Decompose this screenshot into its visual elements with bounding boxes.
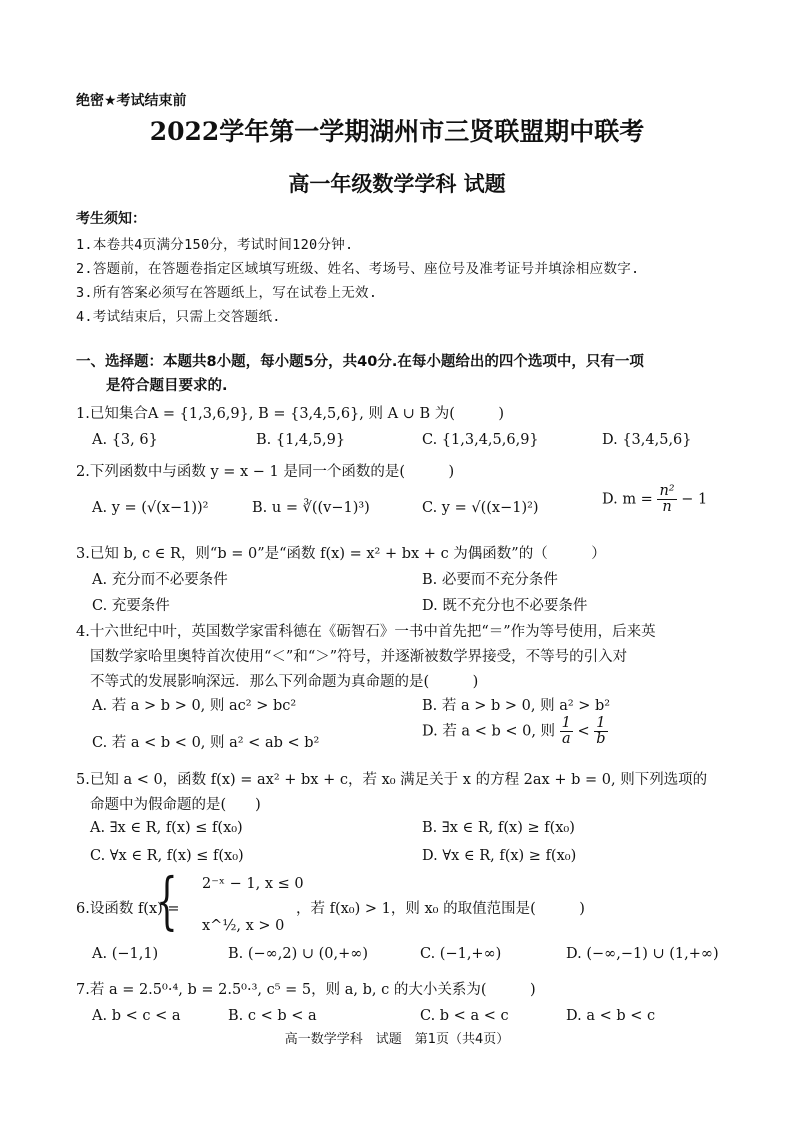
notice-heading: 考生须知： xyxy=(76,211,146,227)
q2-option-d-label: D. m = xyxy=(602,491,653,508)
q2-option-c: C. y = √((x−1)²) xyxy=(422,500,539,516)
less-than-sign: < xyxy=(577,723,590,740)
question-6-stem: 6.设函数 f(x) = xyxy=(76,901,180,917)
section-heading: 一、选择题：本题共8小题，每小题5分，共40分.在每小题给出的四个选项中，只有一项 xyxy=(76,354,644,370)
question-6-stem-cont: ，若 f(x₀) > 1，则 x₀ 的取值范围是( ) xyxy=(296,901,585,917)
fraction-denominator: b xyxy=(596,731,606,748)
fraction-numerator: n² xyxy=(659,483,675,499)
notice-item: 1.本卷共4页满分150分，考试时间120分钟. xyxy=(76,237,354,253)
question-2-stem: 2.下列函数中与函数 y = x − 1 是同一个函数的是( ) xyxy=(76,464,455,480)
q1-option-c: C. {1,3,4,5,6,9} xyxy=(422,432,539,448)
notice-item: 2.答题前，在答题卷指定区域填写班级、姓名、考场号、座位号及准考证号并填涂相应数字. xyxy=(76,261,640,277)
q7-option-a: A. b < c < a xyxy=(92,1008,181,1024)
q6-case-2: x^½, x > 0 xyxy=(202,918,285,934)
confidential-label: 绝密★考试结束前 xyxy=(76,93,187,109)
q2-option-b: B. u = ∛((v−1)³) xyxy=(252,500,370,516)
question-5-stem: 5.已知 a < 0，函数 f(x) = ax² + bx + c，若 x₀ 满足关于 x 的方程 2ax + b = 0, 则下列选项的 xyxy=(76,772,708,788)
q6-option-a: A. (−1,1) xyxy=(92,946,159,962)
q3-option-b: B. 必要而不充分条件 xyxy=(422,572,558,588)
q7-option-c: C. b < a < c xyxy=(420,1008,509,1024)
q4-option-d xyxy=(422,716,608,747)
q6-option-c: C. (−1,+∞) xyxy=(420,946,502,962)
q5-option-b: B. ∃x ∈ R, f(x) ≥ f(x₀) xyxy=(422,820,575,836)
q7-option-b: B. c < b < a xyxy=(228,1008,317,1024)
q3-option-d: D. 既不充分也不必要条件 xyxy=(422,598,588,614)
fraction-denominator: n xyxy=(662,499,672,516)
question-1-stem: 1.已知集合A = {1,3,6,9}, B = {3,4,5,6}, 则 A ∪ B 为( ) xyxy=(76,406,505,422)
section-heading-cont: 是符合题目要求的. xyxy=(106,378,228,394)
question-3-stem: 3.已知 b, c ∈ R，则“b = 0”是“函数 f(x) = x² + bx + c 为偶函数”的（ ） xyxy=(76,546,606,562)
q7-option-d: D. a < b < c xyxy=(566,1008,656,1024)
q4-option-c: C. 若 a < b < 0, 则 a² < ab < b² xyxy=(92,735,320,751)
question-4-stem-cont: 国数学家哈里奥特首次使用“＜”和“＞”符号，并逐渐被数学界接受，不等号的引入对 xyxy=(90,649,628,665)
q1-option-d: D. {3,4,5,6} xyxy=(602,432,692,448)
q2-option-d-tail: − 1 xyxy=(681,491,708,508)
q2-fraction xyxy=(657,484,676,515)
question-4-stem-cont: 不等式的发展影响深远．那么下列命题为真命题的是( ) xyxy=(90,674,479,690)
exam-title: 2022学年第一学期湖州市三贤联盟期中联考 xyxy=(149,117,645,146)
q6-option-b: B. (−∞,2) ∪ (0,+∞) xyxy=(228,946,368,962)
q4-option-b: B. 若 a > b > 0, 则 a² > b² xyxy=(422,698,611,714)
exam-subtitle: 高一年级数学学科 试题 xyxy=(288,171,506,196)
q5-option-c: C. ∀x ∈ R, f(x) ≤ f(x₀) xyxy=(90,848,244,864)
notice-item: 3.所有答案必须写在答题纸上，写在试卷上无效. xyxy=(76,285,378,301)
q4-fraction-b xyxy=(594,716,607,747)
page-footer: 高一数学学科 试题 第1页（共4页） xyxy=(284,1032,510,1047)
q4-option-d-label: D. 若 a < b < 0, 则 xyxy=(422,723,556,740)
fraction-denominator: a xyxy=(561,731,571,748)
question-7-stem: 7.若 a = 2.5⁰·⁴, b = 2.5⁰·³, c⁵ = 5，则 a, b, c 的大小关系为( ) xyxy=(76,982,536,998)
piecewise-brace: { xyxy=(156,864,178,937)
q6-option-d: D. (−∞,−1) ∪ (1,+∞) xyxy=(566,946,719,962)
fraction-numerator: 1 xyxy=(594,716,607,732)
q4-fraction-a xyxy=(560,716,573,747)
q2-option-d xyxy=(602,484,707,515)
q2-option-a: A. y = (√(x−1))² xyxy=(92,500,209,516)
question-4-stem: 4.十六世纪中叶，英国数学家雷科德在《砺智石》一书中首先把“＝”作为等号使用，后来英 xyxy=(76,624,656,640)
q3-option-a: A. 充分而不必要条件 xyxy=(92,572,228,588)
notice-item: 4.考试结束后，只需上交答题纸. xyxy=(76,309,281,325)
q1-option-b: B. {1,4,5,9} xyxy=(256,432,346,448)
q5-option-d: D. ∀x ∈ R, f(x) ≥ f(x₀) xyxy=(422,848,577,864)
q3-option-c: C. 充要条件 xyxy=(92,598,170,614)
q5-option-a: A. ∃x ∈ R, f(x) ≤ f(x₀) xyxy=(90,820,243,836)
q1-option-a: A. {3, 6} xyxy=(92,432,158,448)
fraction-numerator: 1 xyxy=(561,715,571,731)
q6-case-1: 2⁻ˣ − 1, x ≤ 0 xyxy=(202,876,304,892)
question-5-stem-cont: 命题中为假命题的是( ) xyxy=(90,797,261,813)
q4-option-a: A. 若 a > b > 0, 则 ac² > bc² xyxy=(92,698,297,714)
